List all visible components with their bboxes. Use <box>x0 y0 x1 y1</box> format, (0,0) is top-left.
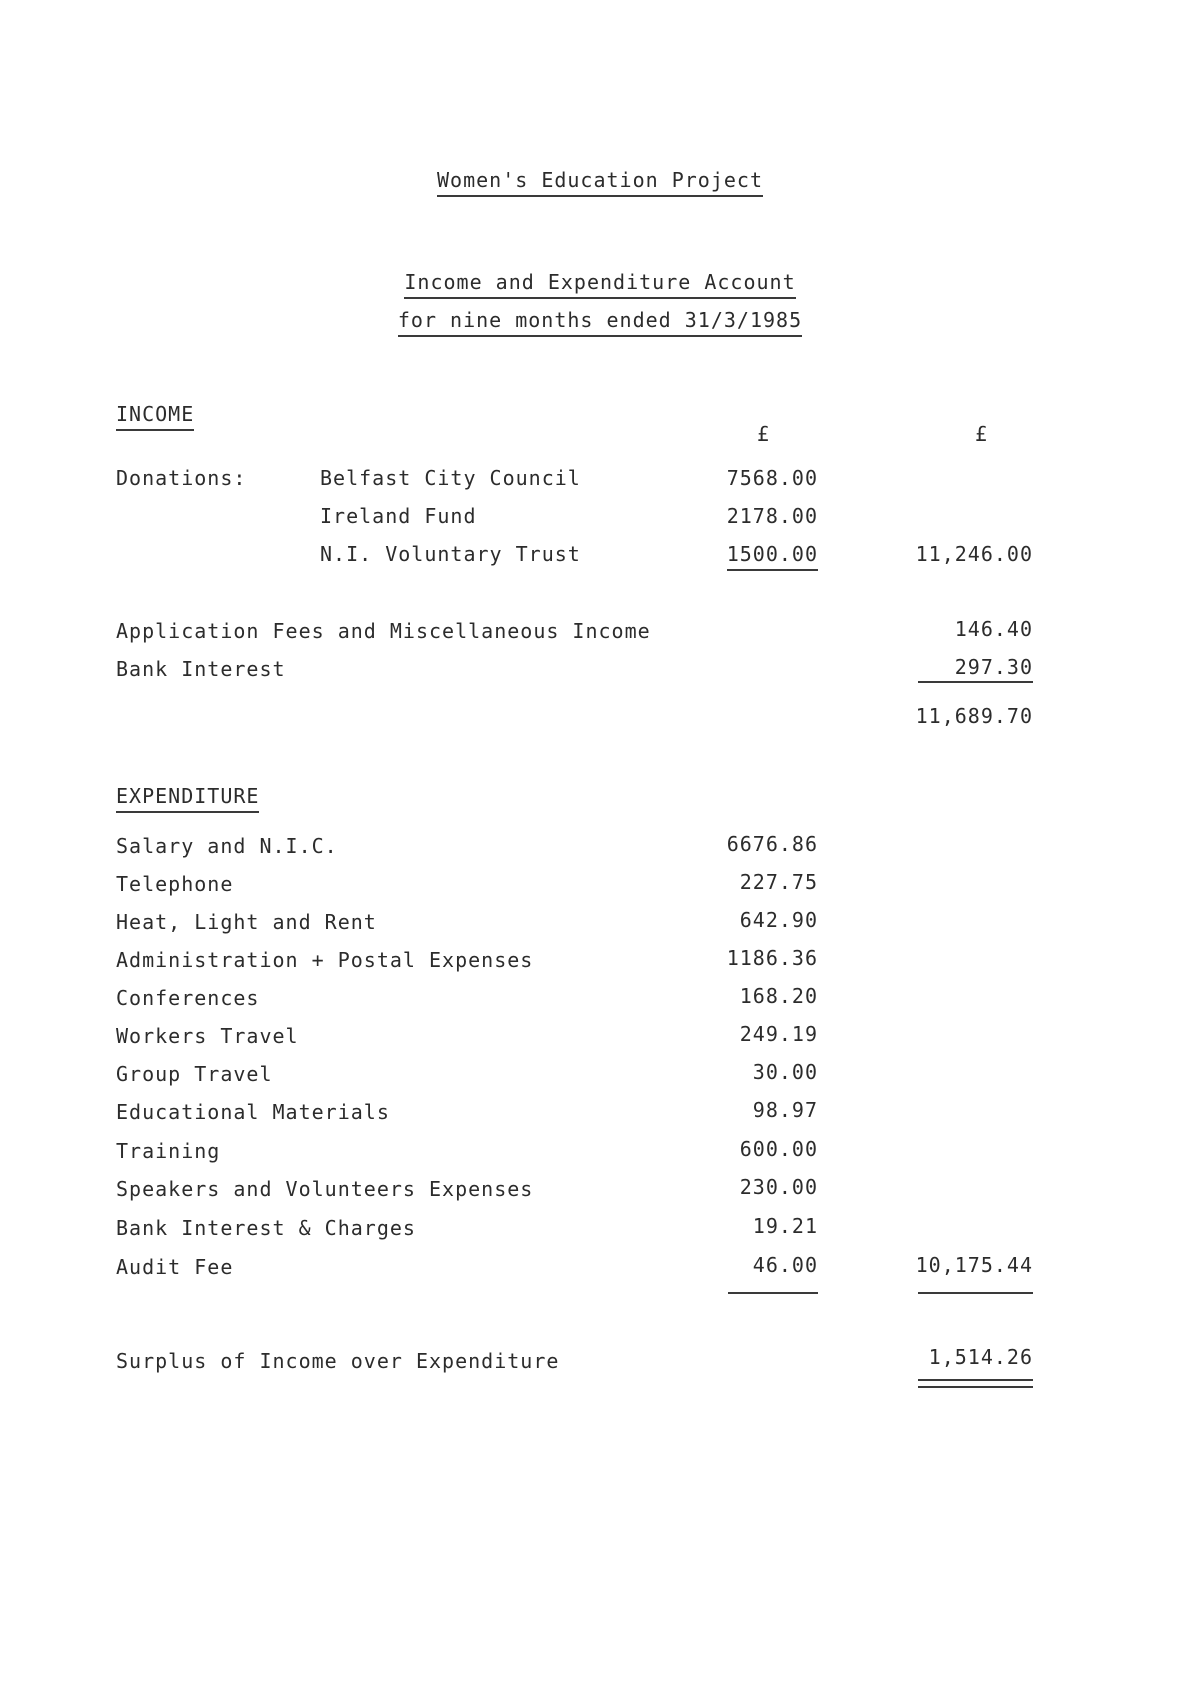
account-title: Income and Expenditure Account <box>404 270 795 299</box>
expenditure-label: Audit Fee <box>116 1255 234 1279</box>
donation-name: Belfast City Council <box>320 466 581 490</box>
expenditure-amount: 600.00 <box>739 1137 818 1161</box>
currency-header-col2: £ <box>975 422 989 446</box>
expenditure-amount: 30.00 <box>752 1060 818 1084</box>
surplus-amount: 1,514.26 <box>928 1345 1033 1369</box>
donations-label: Donations: <box>116 466 247 490</box>
expenditure-total-rule <box>918 1292 1033 1294</box>
document-title-row <box>0 168 1200 197</box>
expenditure-heading: EXPENDITURE <box>116 784 259 813</box>
donation-amount: 1500.00 <box>727 542 818 571</box>
subtitle-row-2 <box>0 308 1200 337</box>
document-title: Women's Education Project <box>437 168 763 197</box>
expenditure-label: Salary and N.I.C. <box>116 834 338 858</box>
expenditure-amount: 168.20 <box>739 984 818 1008</box>
account-period: for nine months ended 31/3/1985 <box>398 308 802 337</box>
subtitle-row-1 <box>0 270 1200 299</box>
donation-amount: 7568.00 <box>726 466 818 490</box>
donation-name: N.I. Voluntary Trust <box>320 542 581 566</box>
income-subtotal-rule <box>918 681 1033 683</box>
bank-interest-label: Bank Interest <box>116 657 286 681</box>
expenditure-label: Educational Materials <box>116 1100 390 1124</box>
income-total: 11,689.70 <box>915 704 1033 728</box>
expenditure-label: Conferences <box>116 986 260 1010</box>
expenditure-total: 10,175.44 <box>915 1253 1033 1277</box>
expenditure-label: Heat, Light and Rent <box>116 910 377 934</box>
expenditure-label: Training <box>116 1139 221 1163</box>
expenditure-amount: 98.97 <box>752 1098 818 1122</box>
application-fees-label: Application Fees and Miscellaneous Income <box>116 619 651 643</box>
expenditure-label: Workers Travel <box>116 1024 299 1048</box>
expenditure-label: Telephone <box>116 872 234 896</box>
surplus-label: Surplus of Income over Expenditure <box>116 1349 560 1373</box>
application-fees-amount: 146.40 <box>954 617 1033 641</box>
expenditure-amount: 1186.36 <box>726 946 818 970</box>
donation-amount: 2178.00 <box>726 504 818 528</box>
expenditure-column-rule <box>728 1292 818 1294</box>
currency-header-col1: £ <box>757 422 771 446</box>
expenditure-amount: 249.19 <box>739 1022 818 1046</box>
expenditure-amount: 642.90 <box>739 908 818 932</box>
expenditure-amount: 6676.86 <box>726 832 818 856</box>
expenditure-amount: 230.00 <box>739 1175 818 1199</box>
surplus-double-rule-bottom <box>918 1386 1033 1388</box>
surplus-double-rule-top <box>918 1379 1033 1381</box>
donation-name: Ireland Fund <box>320 504 477 528</box>
donations-total: 11,246.00 <box>915 542 1033 566</box>
expenditure-label: Bank Interest & Charges <box>116 1216 416 1240</box>
expenditure-label: Administration + Postal Expenses <box>116 948 534 972</box>
expenditure-label: Speakers and Volunteers Expenses <box>116 1177 534 1201</box>
expenditure-label: Group Travel <box>116 1062 273 1086</box>
income-heading: INCOME <box>116 402 194 431</box>
expenditure-amount: 46.00 <box>752 1253 818 1277</box>
expenditure-amount: 19.21 <box>752 1214 818 1238</box>
expenditure-amount: 227.75 <box>739 870 818 894</box>
bank-interest-amount: 297.30 <box>954 655 1033 679</box>
